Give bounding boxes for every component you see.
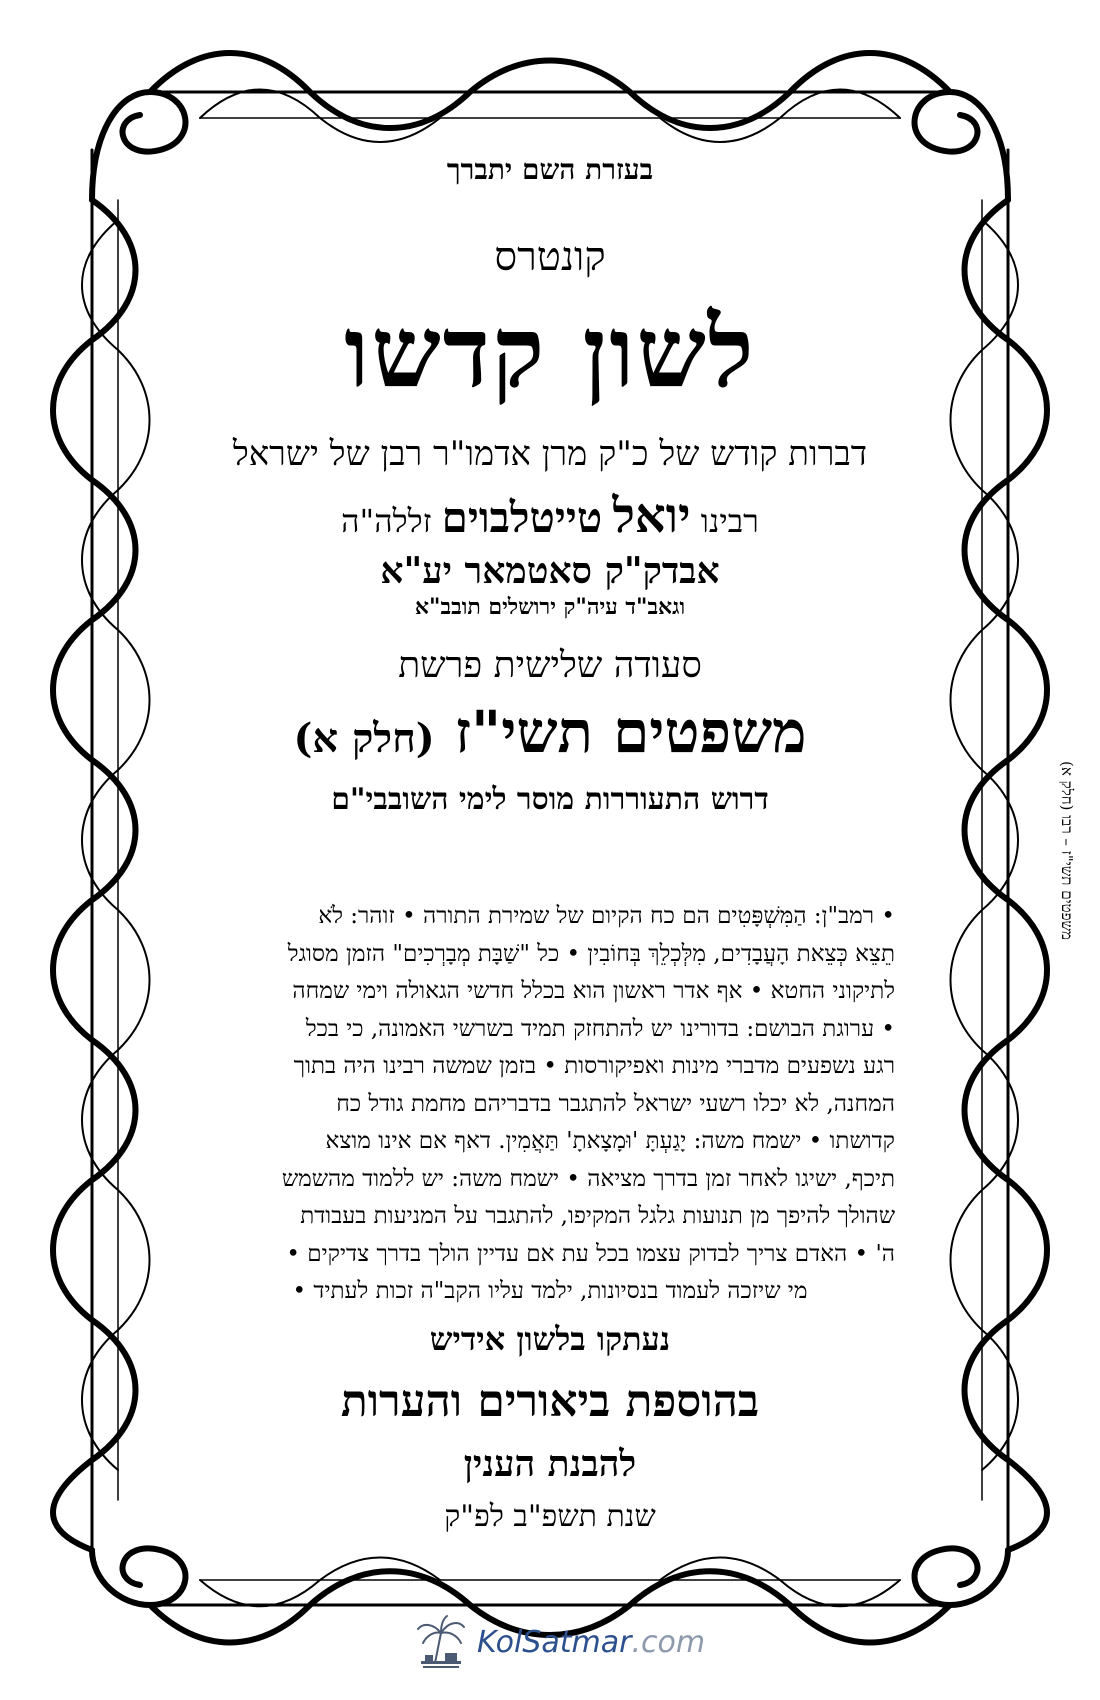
rebbe-name-line (200, 488, 900, 544)
logo-tld: .com (631, 1624, 706, 1660)
divrei-line: דברות קודש של כ"ק מרן אדמו"ר רבן של ישראל (232, 434, 868, 474)
summary-line: תֵצֵא כְּצֵאת הָעֲבָדִים, מִלְּכְלֵךְ בְּחוֹבִין • כל "שַׁבָּת מְבָרְכִים" הזמן מסוגל (287, 940, 895, 967)
seuda-line: סעודה שלישית פרשת (398, 645, 702, 686)
blessing: בעזרת השם יתברך (446, 153, 654, 186)
main-title: לשון קדשו (344, 295, 756, 410)
summary-line: מי שיזכה לעמוד בנסיונות, ילמד עליו הקב"ה זכות לעתיד • (292, 1278, 808, 1304)
translated-line: נעתקו בלשון אידיש (429, 1320, 671, 1358)
understanding-line: להבנת הענין (463, 1443, 637, 1485)
frame-corner-top-left (92, 92, 185, 200)
abdk-line: אבדק"ק סאטמאר יע"א (380, 550, 720, 592)
side-running-title (1046, 715, 1086, 985)
parsha-part: (חלק א) (293, 715, 435, 762)
parsha-name: משפטים תשי"ז (454, 698, 807, 766)
kolsatmar-logo[interactable] (415, 1612, 705, 1672)
side-running-title-text: משפטים תשי"ז – רבו (חלק א) (1057, 760, 1076, 940)
additions-line: בהוספת ביאורים והערות (340, 1376, 760, 1427)
footer-block (200, 1320, 900, 1534)
frame-corner-bottom-left (92, 1548, 185, 1605)
frame-corner-top-right (915, 92, 1008, 200)
rebbe-first-name: יואל (612, 488, 691, 544)
vegaavad-line: וגאב"ד עיה"ק ירושלים תובב"א (414, 594, 686, 620)
summary-line: ה' • האדם צריך לבדוק עצמו בכל עת אם עדיין הולך בדרך צדיקים • (286, 1240, 895, 1267)
logo-name: KolSatmar (477, 1624, 632, 1660)
summary-line: תיכף, ישיגו לאחר זמן בדרך מציאה • ישמח משה: יש ללמוד מהשמש (281, 1165, 895, 1192)
parsha-line (200, 698, 900, 766)
summary-line: לתיקוני החטא • אף אדר ראשון הוא בכלל חדשי הגאולה וימי שמחה (292, 978, 895, 1004)
summary-line: קדושתו • ישמח משה: יָגַעְתָּ 'וּמָצָאתָ' תַּאֲמִין. דאף אם אינו מוצא (325, 1128, 895, 1154)
rebbe-last-name: טייטלבוים (441, 493, 603, 542)
title-block (200, 145, 900, 817)
zlla-label: זללה"ה (341, 502, 432, 540)
summary-paragraph (205, 898, 895, 1311)
frame-corner-bottom-right (915, 1548, 1008, 1605)
drush-line: דרוש התעוררות מוסר לימי השובבי"ם (331, 782, 769, 817)
summary-line: • רמב"ן: הַמִּשְׁפָּטִים הם כח הקיום של שמירת התורה • זוהר: לֹא (318, 903, 895, 929)
rabbeinu-label: רבינו (700, 502, 759, 540)
summary-line: • ערוגת הבושם: בדורינו יש להתחזק תמיד בשרשי האמונה, כי בכל (305, 1015, 895, 1042)
summary-line: רגע נשפעים מדברי מינות ואפיקורסות • בזמן שמשה רבינו היה בתוך (293, 1053, 895, 1079)
palm-tree-icon (415, 1613, 467, 1671)
kuntres-label: קונטרס (494, 234, 606, 280)
year-line: שנת תשפ"ב לפ"ק (444, 1499, 656, 1534)
summary-line: המחנה, לא יכלו רשעי ישראל להתגבר בדבריהם מחמת גודל כח (336, 1090, 895, 1117)
frame-right-swirls (965, 200, 1048, 1550)
summary-line: שהולך להיפך מן תנועות גלגל המקיפו, להתגבר על המניעות בעבודת (300, 1203, 895, 1229)
frame-left-swirls (53, 200, 136, 1550)
